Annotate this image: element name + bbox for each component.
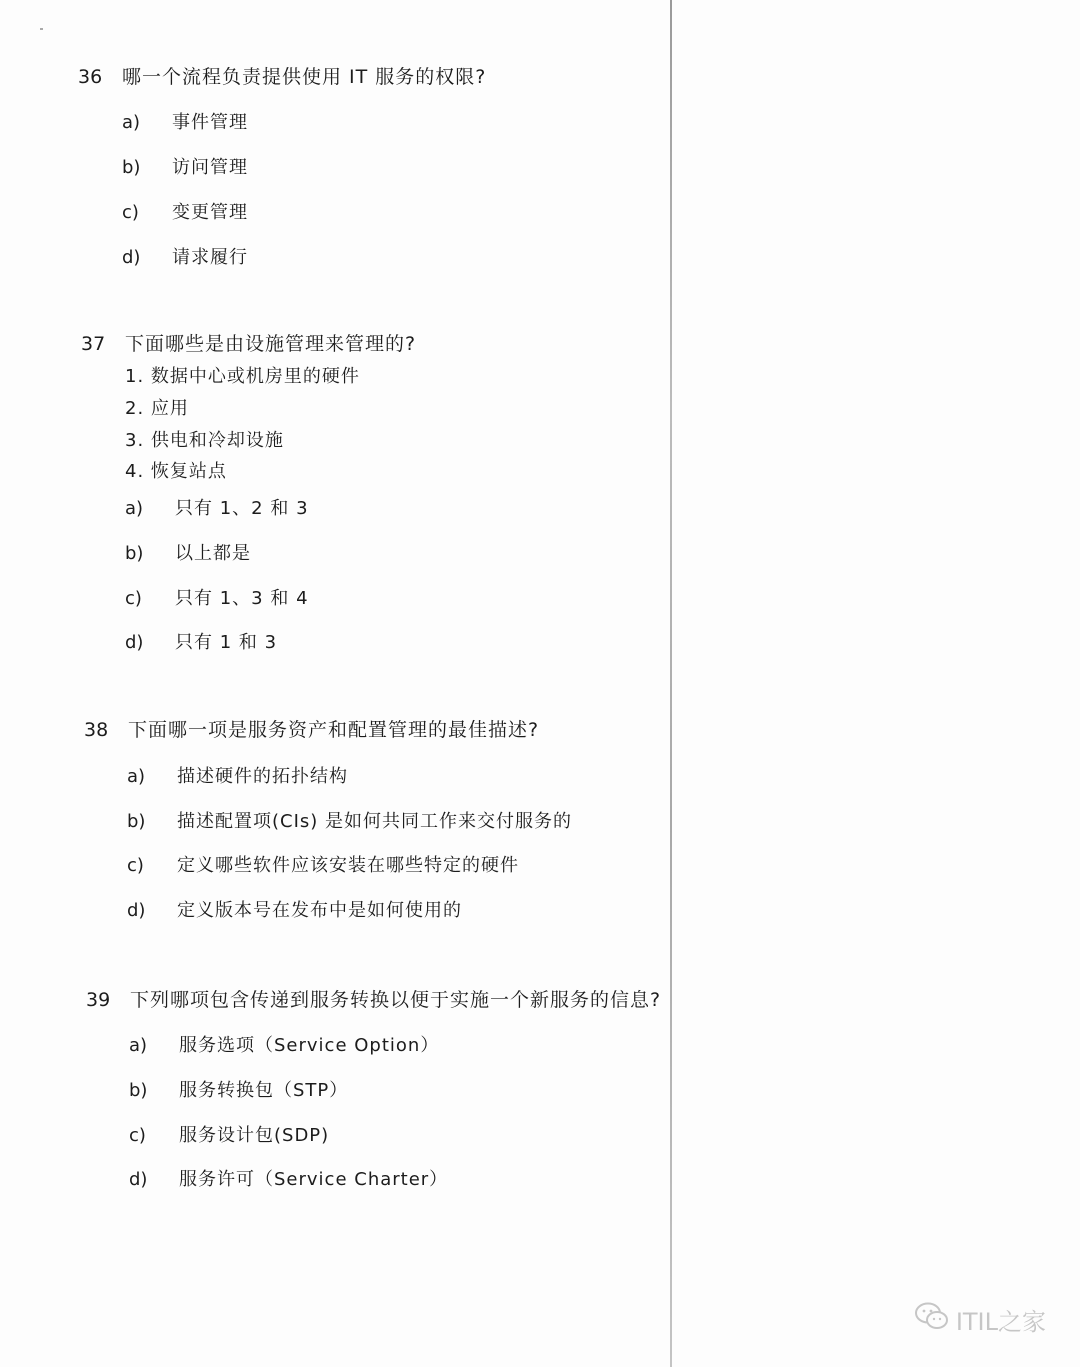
option-text: 只有 1、2 和 3 (175, 498, 309, 519)
option-letter: b) (125, 543, 144, 564)
question-number: 37 (81, 333, 106, 355)
option-letter: d) (122, 247, 141, 268)
option-c (129, 1121, 329, 1147)
option-text: 只有 1 和 3 (175, 632, 278, 653)
question-number: 39 (86, 989, 111, 1011)
question-text: 下面哪一项是服务资产和配置管理的最佳描述? (128, 719, 540, 741)
option-c (127, 851, 519, 877)
option-text: 定义版本号在发布中是如何使用的 (177, 900, 462, 921)
question-37 (81, 329, 416, 356)
option-text: 定义哪些软件应该安装在哪些特定的硬件 (177, 855, 519, 876)
option-letter: c) (127, 855, 144, 876)
option-b (127, 807, 572, 833)
statement-4: 4. 恢复站点 (125, 461, 227, 482)
statement-1: 1. 数据中心或机房里的硬件 (125, 366, 360, 387)
option-c (125, 584, 309, 610)
option-letter: b) (129, 1080, 148, 1101)
option-text: 服务转换包（STP） (179, 1080, 349, 1101)
question-39 (86, 985, 661, 1012)
question-36 (78, 62, 486, 89)
wechat-icon (914, 1301, 956, 1337)
watermark-text: ITIL之家 (955, 1307, 1046, 1336)
option-d (129, 1165, 448, 1191)
option-b (125, 539, 251, 565)
option-letter: c) (129, 1125, 146, 1146)
option-text: 变更管理 (172, 202, 248, 223)
option-text: 事件管理 (172, 112, 248, 133)
option-text: 描述配置项(CIs) 是如何共同工作来交付服务的 (177, 811, 573, 832)
option-text: 服务设计包(SDP) (179, 1125, 330, 1146)
option-b (129, 1076, 348, 1102)
option-letter: d) (129, 1169, 148, 1190)
question-text: 下面哪些是由设施管理来管理的? (125, 333, 417, 355)
option-d (122, 243, 248, 269)
statement-3: 3. 供电和冷却设施 (125, 430, 284, 451)
option-d (125, 628, 277, 654)
option-text: 以上都是 (175, 543, 251, 564)
option-text: 只有 1、3 和 4 (175, 588, 309, 609)
watermark (914, 1301, 1046, 1337)
option-b (122, 153, 248, 179)
option-letter: a) (122, 112, 141, 133)
option-letter: c) (122, 202, 139, 223)
option-letter: c) (125, 588, 142, 609)
option-text: 描述硬件的拓扑结构 (177, 766, 348, 787)
option-d (127, 896, 462, 922)
option-letter: a) (127, 766, 146, 787)
option-a (127, 762, 348, 788)
page-fold-line (670, 0, 672, 1367)
question-text: 哪一个流程负责提供使用 IT 服务的权限? (122, 66, 487, 88)
option-text: 访问管理 (172, 157, 248, 178)
option-a (129, 1031, 439, 1057)
option-text: 服务选项（Service Option） (179, 1035, 440, 1056)
option-c (122, 198, 248, 224)
option-letter: a) (129, 1035, 148, 1056)
option-letter: b) (127, 811, 146, 832)
option-a (122, 108, 248, 134)
option-letter: d) (127, 900, 146, 921)
question-number: 38 (84, 719, 109, 741)
question-text: 下列哪项包含传递到服务转换以便于实施一个新服务的信息? (130, 989, 662, 1011)
question-number: 36 (78, 66, 103, 88)
option-text: 请求履行 (172, 247, 248, 268)
statement-2: 2. 应用 (125, 398, 189, 419)
option-letter: a) (125, 498, 144, 519)
question-38 (84, 715, 539, 742)
option-a (125, 494, 309, 520)
scan-speck (40, 28, 43, 30)
option-text: 服务许可（Service Charter） (179, 1169, 449, 1190)
option-letter: b) (122, 157, 141, 178)
option-letter: d) (125, 632, 144, 653)
